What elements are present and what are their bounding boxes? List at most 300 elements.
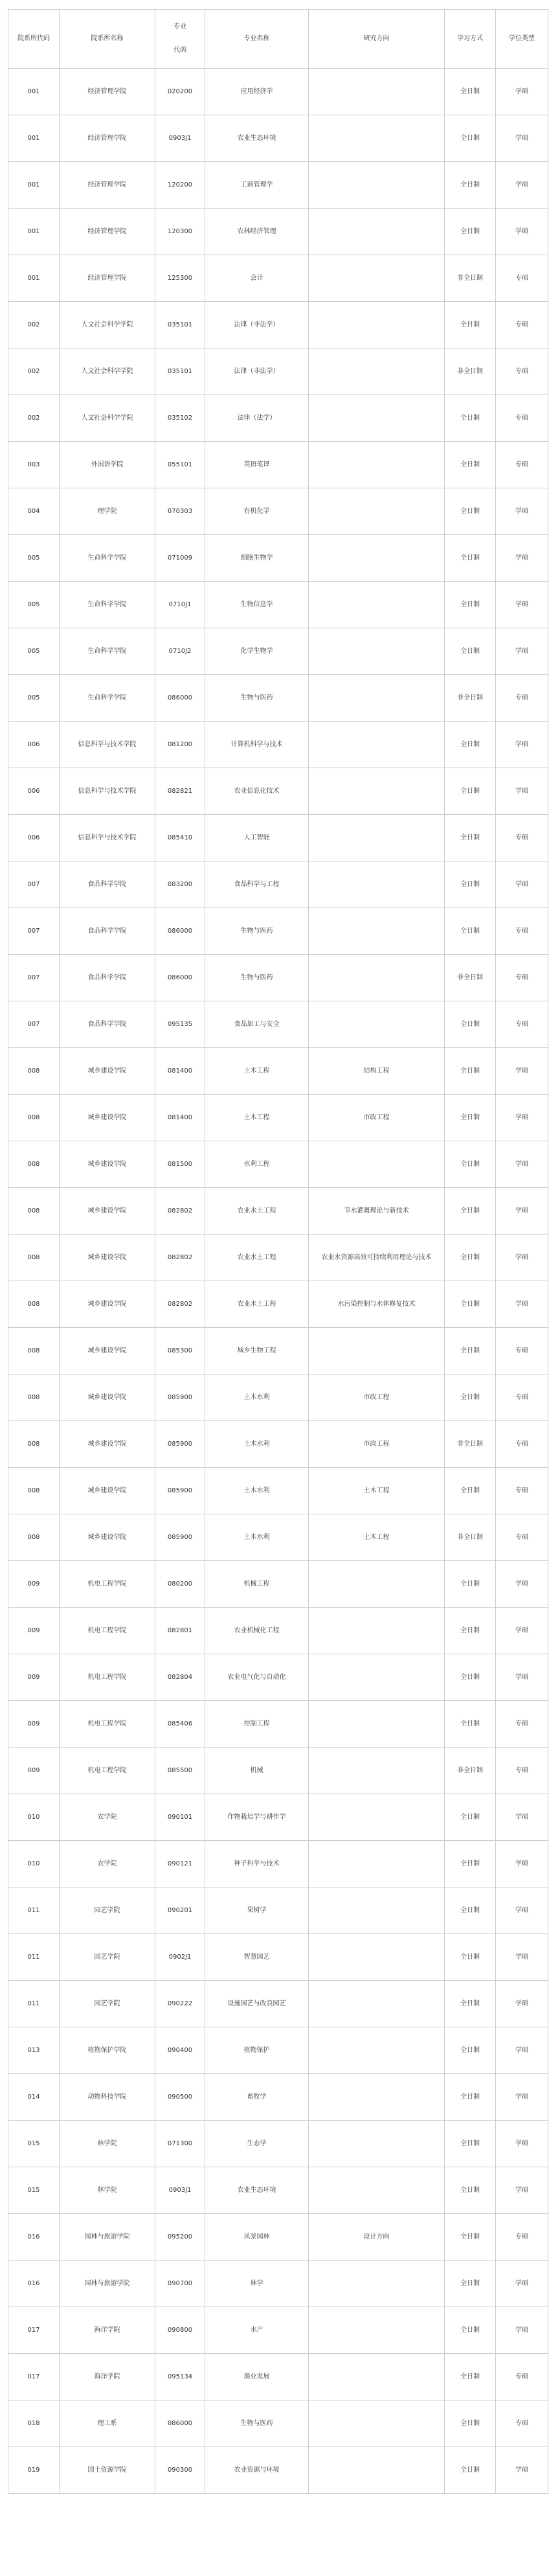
cell-dept-name: 理工系: [60, 2400, 155, 2447]
table-row: [8, 1235, 548, 1281]
cell-dept-code: 005: [8, 628, 60, 675]
cell-research-direction: [309, 2167, 445, 2214]
cell-major-code: 081400: [155, 1095, 205, 1141]
cell-degree-type: 专硕: [496, 2400, 548, 2447]
cell-dept-code: 008: [8, 1235, 60, 1281]
cell-major-name: 会计: [205, 255, 309, 302]
cell-research-direction: [309, 209, 445, 255]
cell-degree-type: 学硕: [496, 1981, 548, 2027]
cell-major-name: 林学: [205, 2261, 309, 2307]
cell-dept-name: 园艺学院: [60, 1934, 155, 1981]
cell-dept-name: 经济管理学院: [60, 162, 155, 209]
cell-study-mode: 全日制: [445, 908, 496, 955]
cell-dept-name: 植物保护学院: [60, 2027, 155, 2074]
cell-major-name: 农业水土工程: [205, 1281, 309, 1328]
cell-study-mode: 非全日制: [445, 1421, 496, 1468]
cell-dept-code: 006: [8, 815, 60, 861]
cell-dept-name: 城乡建设学院: [60, 1281, 155, 1328]
cell-study-mode: 全日制: [445, 1794, 496, 1841]
cell-dept-code: 007: [8, 908, 60, 955]
cell-degree-type: 专硕: [496, 1514, 548, 1561]
cell-dept-name: 人文社会科学学院: [60, 348, 155, 395]
cell-degree-type: 学硕: [496, 768, 548, 815]
table-row: [8, 1841, 548, 1887]
cell-major-code: 083200: [155, 861, 205, 908]
cell-study-mode: 全日制: [445, 2307, 496, 2354]
cell-major-name: 食品加工与安全: [205, 1001, 309, 1048]
cell-dept-name: 食品科学学院: [60, 908, 155, 955]
table-row: [8, 1188, 548, 1235]
cell-study-mode: 全日制: [445, 2027, 496, 2074]
cell-study-mode: 全日制: [445, 1001, 496, 1048]
cell-research-direction: [309, 162, 445, 209]
cell-major-code: 125300: [155, 255, 205, 302]
cell-dept-code: 008: [8, 1468, 60, 1514]
cell-research-direction: [309, 768, 445, 815]
cell-dept-code: 006: [8, 722, 60, 768]
cell-research-direction: 市政工程: [309, 1374, 445, 1421]
cell-major-name: 种子科学与技术: [205, 1841, 309, 1887]
table-row: [8, 1514, 548, 1561]
cell-major-code: 0710J2: [155, 628, 205, 675]
cell-dept-name: 生命科学学院: [60, 675, 155, 722]
cell-major-name: 农业资源与环境: [205, 2447, 309, 2494]
cell-dept-name: 信息科学与技术学院: [60, 815, 155, 861]
cell-major-name: 设施园艺与改良园艺: [205, 1981, 309, 2027]
table-row: [8, 2354, 548, 2400]
table-row: [8, 1048, 548, 1095]
header-major-code: [155, 10, 205, 69]
cell-dept-name: 农学院: [60, 1841, 155, 1887]
cell-dept-name: 国土资源学院: [60, 2447, 155, 2494]
table-row: [8, 628, 548, 675]
cell-major-name: 果树学: [205, 1887, 309, 1934]
cell-major-name: 法律（非法学）: [205, 302, 309, 348]
cell-dept-name: 经济管理学院: [60, 69, 155, 115]
cell-research-direction: 结构工程: [309, 1048, 445, 1095]
cell-major-code: 120300: [155, 209, 205, 255]
table-row: [8, 255, 548, 302]
cell-major-code: 090121: [155, 1841, 205, 1887]
cell-research-direction: 设计方向: [309, 2214, 445, 2261]
cell-dept-name: 农学院: [60, 1794, 155, 1841]
cell-dept-code: 008: [8, 1188, 60, 1235]
cell-study-mode: 全日制: [445, 1374, 496, 1421]
cell-degree-type: 学硕: [496, 628, 548, 675]
cell-dept-name: 海洋学院: [60, 2354, 155, 2400]
header-major-code-line-1: 专业: [174, 23, 186, 30]
table-row: [8, 302, 548, 348]
cell-major-name: 生物与医药: [205, 2400, 309, 2447]
cell-research-direction: [309, 955, 445, 1001]
cell-major-name: 土木水利: [205, 1514, 309, 1561]
cell-study-mode: 全日制: [445, 1701, 496, 1748]
cell-major-name: 土木水利: [205, 1421, 309, 1468]
cell-major-name: 水产: [205, 2307, 309, 2354]
cell-dept-code: 009: [8, 1608, 60, 1654]
cell-dept-name: 城乡建设学院: [60, 1235, 155, 1281]
cell-major-code: 082821: [155, 768, 205, 815]
cell-study-mode: 全日制: [445, 1095, 496, 1141]
cell-degree-type: 学硕: [496, 69, 548, 115]
cell-dept-name: 动物科技学院: [60, 2074, 155, 2121]
cell-major-name: 土木工程: [205, 1095, 309, 1141]
cell-major-name: 计算机科学与技术: [205, 722, 309, 768]
cell-dept-name: 城乡建设学院: [60, 1048, 155, 1095]
cell-research-direction: [309, 1561, 445, 1608]
cell-major-code: 090201: [155, 1887, 205, 1934]
cell-research-direction: [309, 815, 445, 861]
cell-major-code: 020200: [155, 69, 205, 115]
table-row: [8, 1701, 548, 1748]
cell-dept-code: 014: [8, 2074, 60, 2121]
table-row: [8, 768, 548, 815]
table-row: [8, 1001, 548, 1048]
cell-dept-code: 008: [8, 1095, 60, 1141]
cell-research-direction: 市政工程: [309, 1421, 445, 1468]
cell-major-code: 081400: [155, 1048, 205, 1095]
cell-major-name: 生物与医药: [205, 675, 309, 722]
cell-major-code: 082801: [155, 1608, 205, 1654]
table-row: [8, 1561, 548, 1608]
cell-study-mode: 全日制: [445, 1608, 496, 1654]
cell-dept-code: 015: [8, 2167, 60, 2214]
cell-research-direction: [309, 395, 445, 442]
cell-major-code: 070303: [155, 488, 205, 535]
cell-degree-type: 学硕: [496, 2027, 548, 2074]
cell-study-mode: 全日制: [445, 1188, 496, 1235]
cell-study-mode: 非全日制: [445, 348, 496, 395]
cell-dept-code: 008: [8, 1374, 60, 1421]
cell-major-name: 英语笔译: [205, 442, 309, 488]
cell-dept-code: 005: [8, 535, 60, 582]
cell-major-code: 086000: [155, 955, 205, 1001]
cell-degree-type: 专硕: [496, 302, 548, 348]
cell-study-mode: 全日制: [445, 395, 496, 442]
cell-dept-name: 理学院: [60, 488, 155, 535]
cell-research-direction: [309, 722, 445, 768]
cell-degree-type: 学硕: [496, 861, 548, 908]
cell-major-code: 035101: [155, 348, 205, 395]
table-row: [8, 2167, 548, 2214]
cell-research-direction: [309, 861, 445, 908]
table-row: [8, 2074, 548, 2121]
cell-major-name: 法律（法学）: [205, 395, 309, 442]
cell-dept-code: 006: [8, 768, 60, 815]
cell-degree-type: 学硕: [496, 1235, 548, 1281]
cell-degree-type: 学硕: [496, 162, 548, 209]
cell-major-name: 农业信息化技术: [205, 768, 309, 815]
cell-dept-code: 007: [8, 861, 60, 908]
cell-dept-code: 008: [8, 1328, 60, 1374]
cell-degree-type: 专硕: [496, 395, 548, 442]
cell-major-code: 085406: [155, 1701, 205, 1748]
cell-major-name: 农业电气化与自动化: [205, 1654, 309, 1701]
table-row: [8, 2027, 548, 2074]
cell-research-direction: [309, 488, 445, 535]
table-row: [8, 535, 548, 582]
cell-research-direction: 市政工程: [309, 1095, 445, 1141]
cell-dept-code: 001: [8, 115, 60, 162]
cell-research-direction: [309, 535, 445, 582]
cell-study-mode: 全日制: [445, 535, 496, 582]
cell-major-name: 土木水利: [205, 1468, 309, 1514]
cell-major-code: 090300: [155, 2447, 205, 2494]
cell-major-name: 农业生态环境: [205, 115, 309, 162]
cell-research-direction: [309, 302, 445, 348]
cell-major-name: 人工智能: [205, 815, 309, 861]
table-row: [8, 955, 548, 1001]
cell-major-name: 智慧园艺: [205, 1934, 309, 1981]
cell-study-mode: 全日制: [445, 815, 496, 861]
cell-major-name: 农业水土工程: [205, 1188, 309, 1235]
cell-major-code: 082802: [155, 1235, 205, 1281]
cell-degree-type: 学硕: [496, 1095, 548, 1141]
cell-degree-type: 学硕: [496, 488, 548, 535]
table-row: [8, 1141, 548, 1188]
cell-research-direction: [309, 1608, 445, 1654]
cell-research-direction: [309, 2261, 445, 2307]
cell-dept-name: 食品科学学院: [60, 955, 155, 1001]
cell-major-name: 土木水利: [205, 1374, 309, 1421]
cell-dept-name: 信息科学与技术学院: [60, 768, 155, 815]
table-row: [8, 488, 548, 535]
cell-dept-code: 008: [8, 1514, 60, 1561]
header-dept-name: 院系所名称: [60, 10, 155, 69]
header-study-mode: 学习方式: [445, 10, 496, 69]
cell-dept-code: 011: [8, 1887, 60, 1934]
cell-major-name: 控制工程: [205, 1701, 309, 1748]
cell-dept-code: 002: [8, 302, 60, 348]
cell-study-mode: 全日制: [445, 69, 496, 115]
cell-study-mode: 全日制: [445, 1887, 496, 1934]
cell-study-mode: 全日制: [445, 209, 496, 255]
cell-study-mode: 全日制: [445, 1281, 496, 1328]
cell-study-mode: 非全日制: [445, 255, 496, 302]
cell-dept-name: 城乡建设学院: [60, 1095, 155, 1141]
table-row: [8, 1421, 548, 1468]
cell-major-code: 120200: [155, 162, 205, 209]
cell-dept-name: 食品科学学院: [60, 1001, 155, 1048]
cell-major-name: 生物信息学: [205, 582, 309, 628]
cell-degree-type: 学硕: [496, 1048, 548, 1095]
cell-research-direction: [309, 1001, 445, 1048]
cell-degree-type: 学硕: [496, 1654, 548, 1701]
cell-dept-name: 人文社会科学学院: [60, 302, 155, 348]
cell-research-direction: [309, 628, 445, 675]
cell-dept-code: 015: [8, 2121, 60, 2167]
cell-degree-type: 学硕: [496, 1841, 548, 1887]
cell-dept-code: 002: [8, 348, 60, 395]
cell-research-direction: 土木工程: [309, 1468, 445, 1514]
table-row: [8, 2447, 548, 2494]
cell-degree-type: 专硕: [496, 2354, 548, 2400]
cell-major-code: 090400: [155, 2027, 205, 2074]
cell-major-name: 畜牧学: [205, 2074, 309, 2121]
cell-major-name: 农业生态环境: [205, 2167, 309, 2214]
cell-dept-name: 城乡建设学院: [60, 1421, 155, 1468]
table-row: [8, 1095, 548, 1141]
cell-dept-name: 人文社会科学学院: [60, 395, 155, 442]
cell-degree-type: 专硕: [496, 348, 548, 395]
cell-dept-name: 城乡建设学院: [60, 1514, 155, 1561]
cell-major-name: 城乡生物工程: [205, 1328, 309, 1374]
cell-dept-code: 017: [8, 2307, 60, 2354]
header-row: [8, 10, 548, 69]
cell-study-mode: 非全日制: [445, 1514, 496, 1561]
cell-dept-code: 003: [8, 442, 60, 488]
cell-major-name: 农业水土工程: [205, 1235, 309, 1281]
cell-major-code: 090800: [155, 2307, 205, 2354]
cell-degree-type: 专硕: [496, 442, 548, 488]
cell-research-direction: [309, 2027, 445, 2074]
cell-research-direction: [309, 1841, 445, 1887]
cell-degree-type: 专硕: [496, 255, 548, 302]
cell-dept-code: 008: [8, 1048, 60, 1095]
cell-major-name: 有机化学: [205, 488, 309, 535]
cell-major-code: 095200: [155, 2214, 205, 2261]
cell-dept-code: 009: [8, 1748, 60, 1794]
cell-research-direction: 土木工程: [309, 1514, 445, 1561]
cell-dept-code: 007: [8, 1001, 60, 1048]
table-row: [8, 908, 548, 955]
cell-research-direction: [309, 255, 445, 302]
cell-dept-name: 机电工程学院: [60, 1748, 155, 1794]
cell-dept-code: 008: [8, 1281, 60, 1328]
cell-study-mode: 全日制: [445, 1654, 496, 1701]
cell-degree-type: 专硕: [496, 1468, 548, 1514]
cell-research-direction: [309, 1141, 445, 1188]
cell-dept-code: 016: [8, 2261, 60, 2307]
cell-major-code: 085900: [155, 1514, 205, 1561]
cell-research-direction: [309, 582, 445, 628]
cell-dept-code: 001: [8, 255, 60, 302]
cell-degree-type: 学硕: [496, 722, 548, 768]
cell-dept-code: 011: [8, 1981, 60, 2027]
table-row: [8, 1934, 548, 1981]
cell-dept-name: 城乡建设学院: [60, 1188, 155, 1235]
cell-research-direction: [309, 1934, 445, 1981]
cell-degree-type: 专硕: [496, 1374, 548, 1421]
cell-major-code: 086000: [155, 675, 205, 722]
cell-study-mode: 全日制: [445, 768, 496, 815]
cell-degree-type: 学硕: [496, 1794, 548, 1841]
cell-research-direction: [309, 115, 445, 162]
cell-study-mode: 全日制: [445, 442, 496, 488]
cell-major-name: 机械: [205, 1748, 309, 1794]
table-header: [8, 10, 548, 69]
cell-degree-type: 学硕: [496, 1608, 548, 1654]
table-row: [8, 1654, 548, 1701]
cell-degree-type: 学硕: [496, 2261, 548, 2307]
cell-study-mode: 全日制: [445, 302, 496, 348]
cell-study-mode: 全日制: [445, 2167, 496, 2214]
cell-major-code: 085410: [155, 815, 205, 861]
cell-study-mode: 非全日制: [445, 1748, 496, 1794]
table-row: [8, 2261, 548, 2307]
table-row: [8, 1748, 548, 1794]
cell-major-code: 086000: [155, 908, 205, 955]
cell-research-direction: [309, 675, 445, 722]
cell-dept-code: 005: [8, 675, 60, 722]
cell-study-mode: 全日制: [445, 1841, 496, 1887]
table-row: [8, 815, 548, 861]
cell-research-direction: [309, 442, 445, 488]
cell-dept-code: 008: [8, 1141, 60, 1188]
cell-degree-type: 专硕: [496, 1001, 548, 1048]
cell-dept-code: 013: [8, 2027, 60, 2074]
table-row: [8, 395, 548, 442]
cell-study-mode: 全日制: [445, 115, 496, 162]
cell-dept-name: 机电工程学院: [60, 1654, 155, 1701]
cell-major-code: 090101: [155, 1794, 205, 1841]
table-row: [8, 1608, 548, 1654]
cell-dept-code: 018: [8, 2400, 60, 2447]
cell-major-code: 0710J1: [155, 582, 205, 628]
cell-major-code: 035101: [155, 302, 205, 348]
admissions-table: [8, 9, 548, 2494]
cell-degree-type: 学硕: [496, 1934, 548, 1981]
cell-dept-name: 林学院: [60, 2167, 155, 2214]
cell-research-direction: [309, 1654, 445, 1701]
cell-dept-name: 生命科学学院: [60, 582, 155, 628]
cell-dept-name: 园艺学院: [60, 1887, 155, 1934]
cell-major-name: 植物保护: [205, 2027, 309, 2074]
cell-study-mode: 全日制: [445, 2121, 496, 2167]
cell-research-direction: [309, 2074, 445, 2121]
cell-dept-code: 009: [8, 1701, 60, 1748]
table-row: [8, 2121, 548, 2167]
cell-major-code: 071300: [155, 2121, 205, 2167]
cell-degree-type: 专硕: [496, 1701, 548, 1748]
table-row: [8, 1281, 548, 1328]
cell-major-name: 风景园林: [205, 2214, 309, 2261]
cell-dept-name: 外国语学院: [60, 442, 155, 488]
table-row: [8, 1981, 548, 2027]
cell-dept-name: 园林与旅游学院: [60, 2214, 155, 2261]
cell-study-mode: 全日制: [445, 628, 496, 675]
cell-degree-type: 专硕: [496, 815, 548, 861]
cell-study-mode: 全日制: [445, 722, 496, 768]
cell-study-mode: 全日制: [445, 1048, 496, 1095]
cell-study-mode: 非全日制: [445, 955, 496, 1001]
cell-major-code: 085900: [155, 1421, 205, 1468]
cell-major-name: 农业机械化工程: [205, 1608, 309, 1654]
cell-dept-name: 生命科学学院: [60, 628, 155, 675]
cell-dept-code: 009: [8, 1561, 60, 1608]
cell-study-mode: 全日制: [445, 2214, 496, 2261]
cell-major-code: 085900: [155, 1468, 205, 1514]
table-row: [8, 2214, 548, 2261]
cell-dept-name: 城乡建设学院: [60, 1468, 155, 1514]
cell-dept-code: 002: [8, 395, 60, 442]
cell-dept-code: 007: [8, 955, 60, 1001]
cell-dept-code: 001: [8, 69, 60, 115]
cell-major-name: 细胞生物学: [205, 535, 309, 582]
header-major-code-line-2: 代码: [174, 47, 186, 54]
admissions-table-container: [8, 9, 548, 2494]
cell-degree-type: 学硕: [496, 1887, 548, 1934]
cell-major-name: 土木工程: [205, 1048, 309, 1095]
cell-research-direction: [309, 348, 445, 395]
cell-major-code: 090500: [155, 2074, 205, 2121]
cell-major-code: 085500: [155, 1748, 205, 1794]
cell-major-name: 农林经济管理: [205, 209, 309, 255]
cell-major-name: 生物与医药: [205, 908, 309, 955]
table-row: [8, 1794, 548, 1841]
cell-study-mode: 全日制: [445, 1561, 496, 1608]
cell-major-code: 0902J1: [155, 1934, 205, 1981]
